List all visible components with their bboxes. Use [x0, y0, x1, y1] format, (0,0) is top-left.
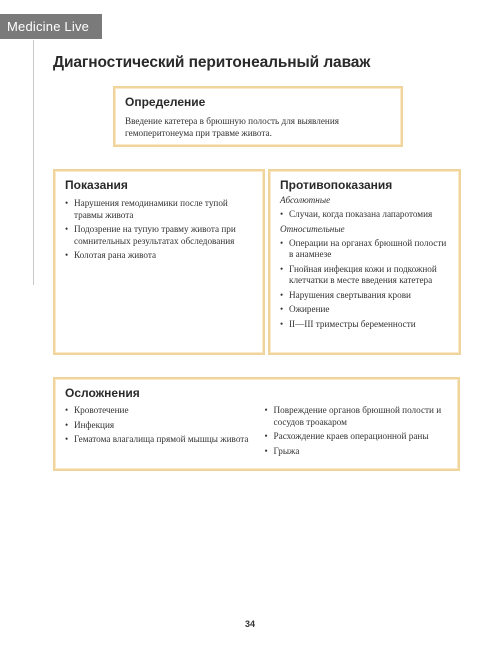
contraindications-heading: Противопоказания [280, 178, 393, 192]
contraindications-box [268, 169, 461, 355]
complications-list-right [265, 405, 449, 460]
complications-heading: Осложнения [65, 386, 140, 400]
list-item: • Случаи, когда показана лапаротомия [280, 209, 449, 221]
definition-box [113, 86, 403, 147]
complications-box [53, 377, 460, 471]
list-item: • Кровотечение [65, 405, 249, 417]
list-item: • Инфекция [65, 420, 249, 432]
list-item: • Нарушения гемодинамики после тупой травмы живота [65, 198, 253, 221]
margin-rule [33, 40, 34, 285]
list-item: • Колотая рана живота [65, 250, 253, 262]
indications-heading: Показания [65, 178, 128, 192]
list-item: • Нарушения свертывания крови [280, 290, 449, 302]
page-title: Диагностический перитонеальный лаваж [53, 54, 371, 71]
watermark-logo: Medicine Live [0, 14, 102, 39]
page-number: 34 [244, 619, 255, 629]
list-item: • Расхождение краев операционной раны [265, 431, 449, 443]
list-item: • Ожирение [280, 304, 449, 316]
list-item: • Операции на органах брюшной полости в анамнезе [280, 238, 449, 261]
indications-list [65, 198, 253, 262]
absolute-subheading: Абсолютные [280, 195, 331, 205]
relative-subheading: Относительные [280, 223, 345, 234]
relative-list [280, 238, 449, 331]
list-item: • Грыжа [265, 446, 449, 458]
list-item: • Гематома влагалища прямой мышцы живота [65, 434, 249, 446]
list-item: • Гнойная инфекция кожи и подкожной клетчатки в месте введения катетера [280, 264, 449, 287]
absolute-list [280, 209, 449, 221]
complications-list-left [65, 405, 249, 460]
list-item: • Повреждение органов брюшной полости и сосудов троакаром [265, 405, 449, 428]
definition-heading: Определение [125, 95, 206, 109]
definition-text: Введение катетера в брюшную полость для выявления гемоперитонеума при травме живота. [125, 116, 339, 138]
list-item: • Подозрение на тупую травму живота при сомнительных результатах обследования [65, 224, 253, 247]
list-item: • II—III триместры беременности [280, 319, 449, 331]
indications-box [53, 169, 265, 355]
